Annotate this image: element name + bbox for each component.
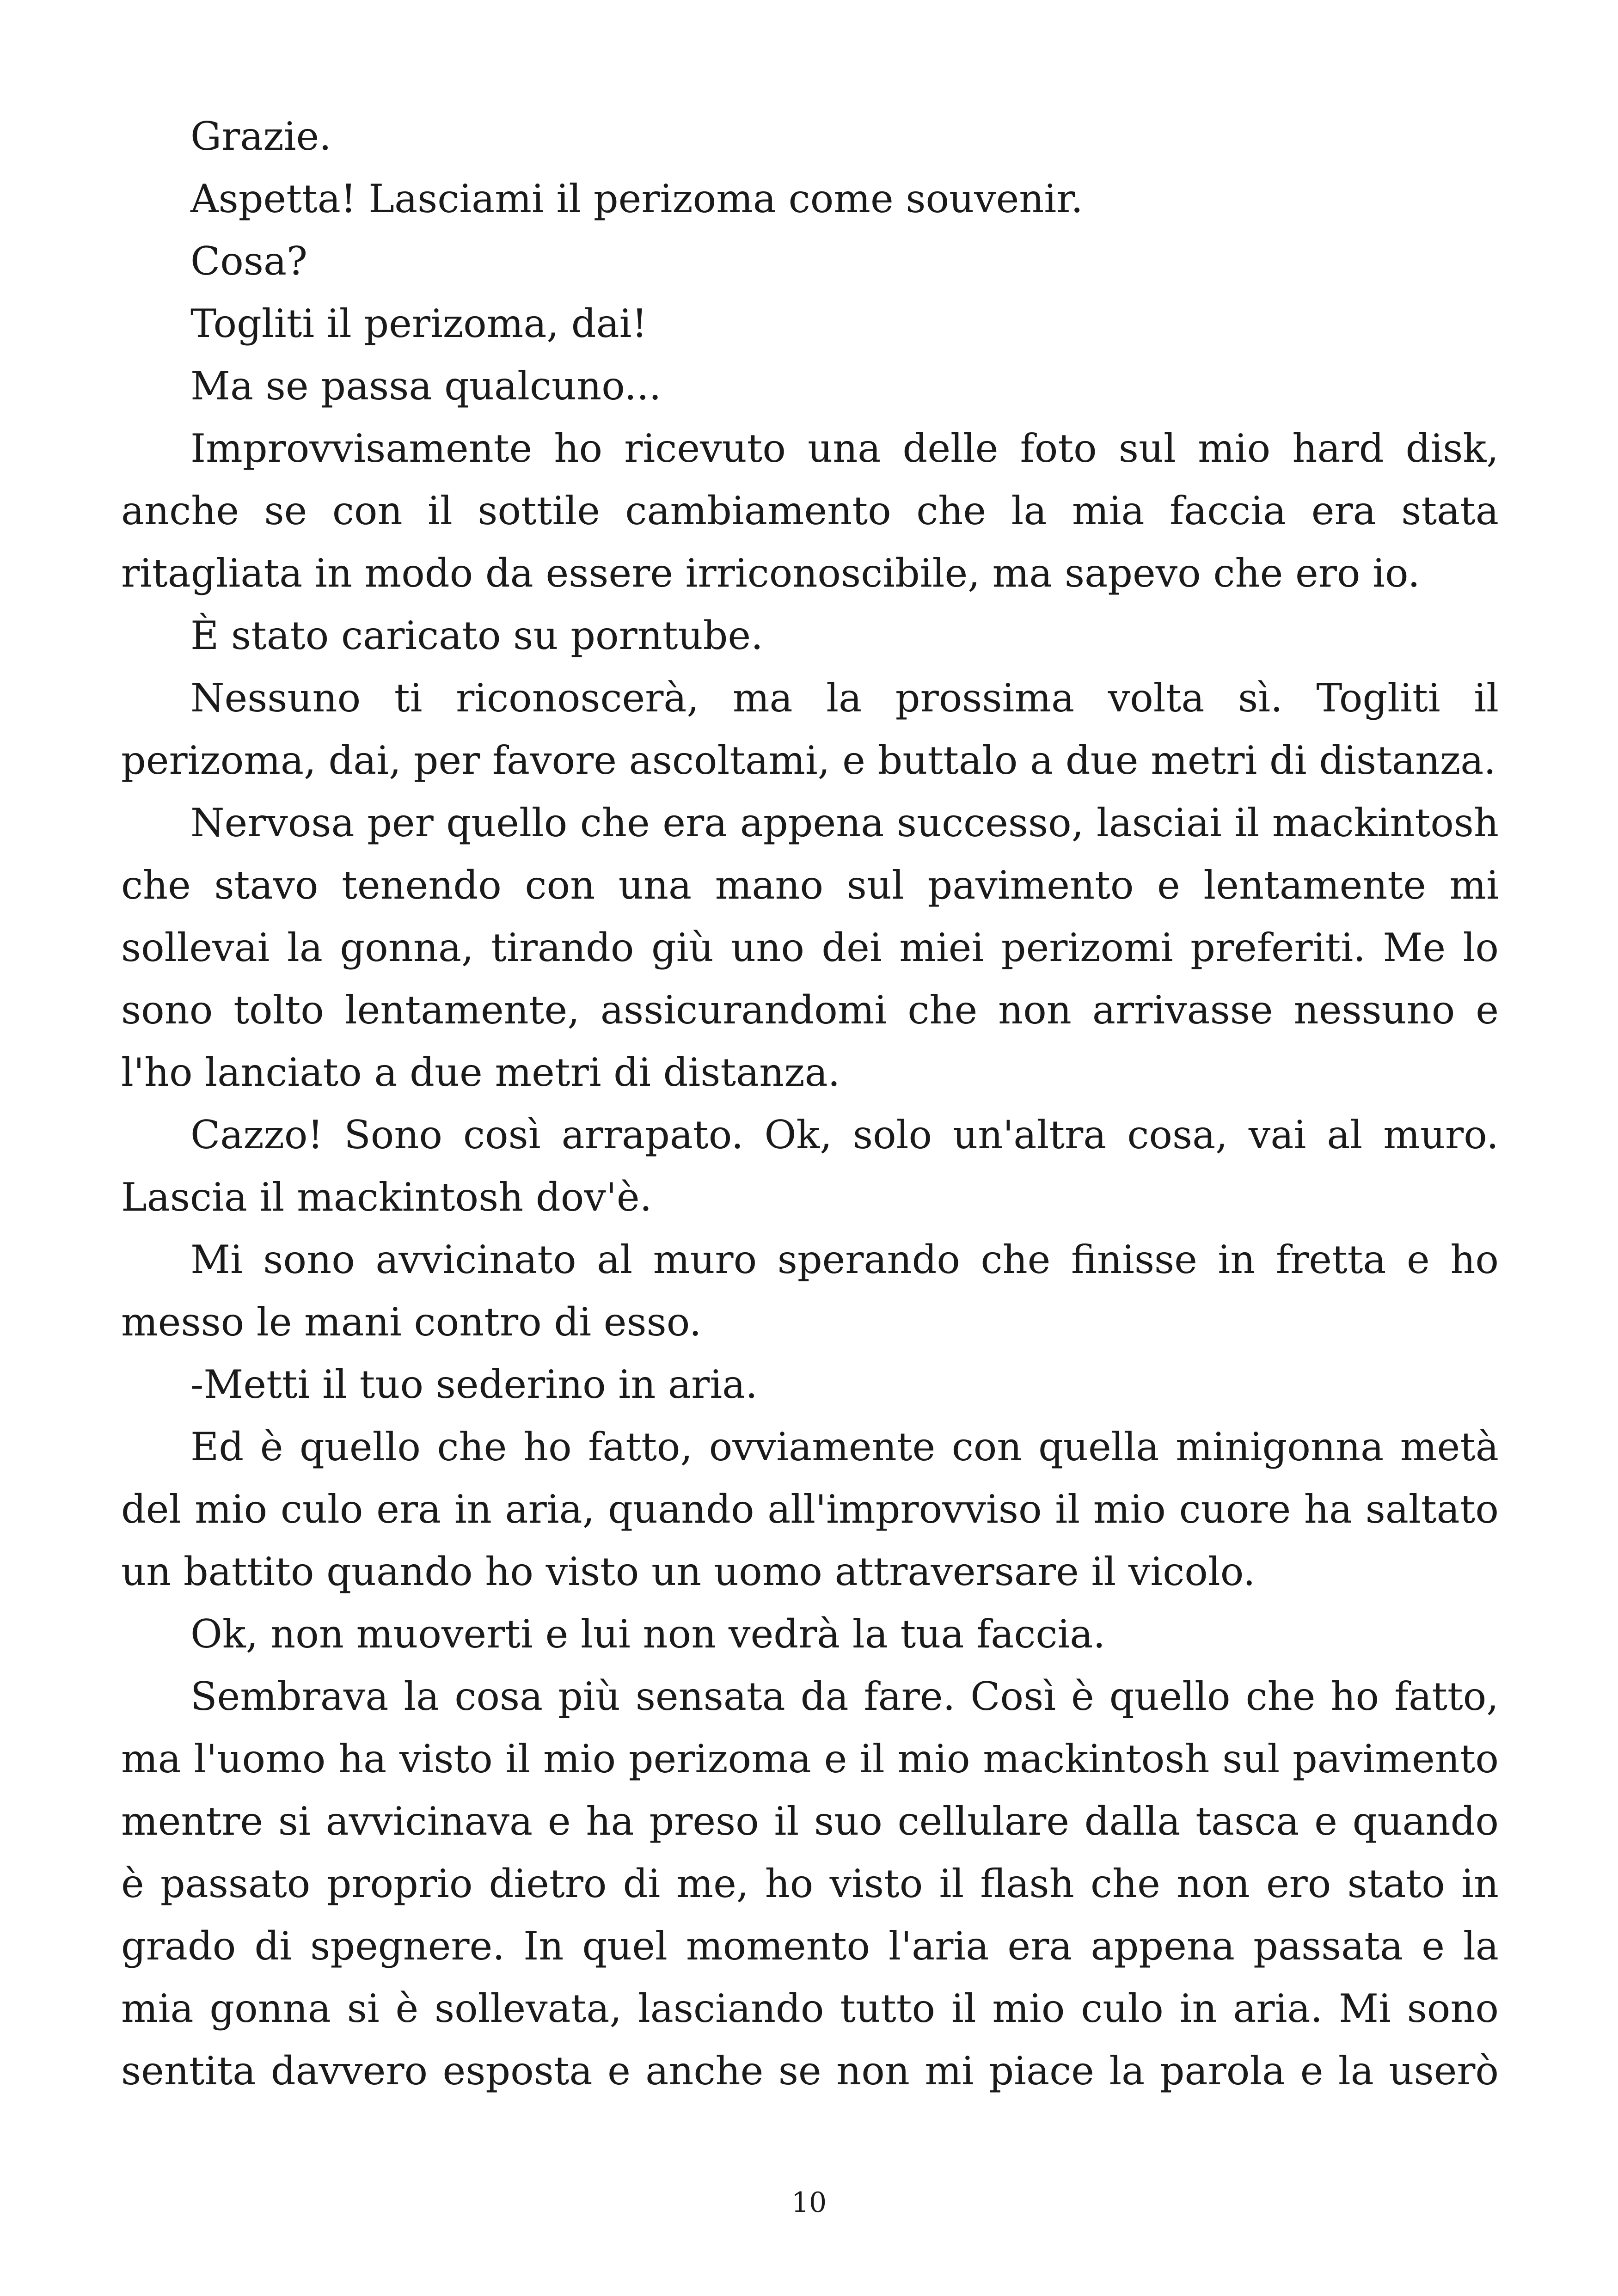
paragraph: Cosa? bbox=[190, 239, 308, 284]
paragraph: Aspetta! Lasciami il perizoma come souvenir. bbox=[190, 176, 1083, 221]
paragraph: Ma se passa qualcuno... bbox=[190, 363, 662, 409]
paragraph: Improvvisamente ho ricevuto una delle foto sul mio hard disk, anche se con il sottile cambiamento che la mia faccia era stata ritagliata in modo da essere irriconoscibile, ma sapevo che ero io. bbox=[121, 426, 1499, 596]
paragraph: È stato caricato su porntube. bbox=[190, 613, 763, 658]
paragraph: Ed è quello che ho fatto, ovviamente con quella minigonna metà del mio culo era in aria, quando all'improvviso il mio cuore ha saltato un battito quando ho visto un uomo attraversare il vicolo. bbox=[121, 1424, 1499, 1594]
paragraph-continued: Sembrava la cosa più sensata da fare. Così è quello che ho fatto, ma l'uomo ha visto il mio perizoma e il mio mackintosh sul pavimento mentre si avvicinava e ha preso il suo cellulare dalla tasca e quando è passato proprio dietro di me, ho visto il flash che non ero stato in grado di spegnere. In quel momento l'aria era appena passata e la mia gonna si è sollevata, lasciando tutto il mio culo in aria. Mi sono sentita davvero esposta e anche se non mi piace la parola e la userò bbox=[121, 1674, 1499, 2094]
paragraph: Ok, non muoverti e lui non vedrà la tua faccia. bbox=[190, 1611, 1106, 1657]
paragraph: -Metti il tuo sederino in aria. bbox=[190, 1362, 758, 1407]
body-text bbox=[121, 105, 1499, 2102]
paragraph: Mi sono avvicinato al muro sperando che finisse in fretta e ho messo le mani contro di esso. bbox=[121, 1237, 1499, 1345]
paragraph: Grazie. bbox=[190, 114, 331, 159]
paragraph: Cazzo! Sono così arrapato. Ok, solo un'altra cosa, vai al muro. Lascia il mackintosh dov'è. bbox=[121, 1112, 1499, 1220]
paragraph: Togliti il perizoma, dai! bbox=[190, 301, 648, 346]
paragraph: Nessuno ti riconoscerà, ma la prossima volta sì. Togliti il perizoma, dai, per favore ascoltami, e buttalo a due metri di distanza. bbox=[121, 675, 1499, 783]
page-number: 10 bbox=[791, 2186, 827, 2219]
paragraph: Nervosa per quello che era appena successo, lasciai il mackintosh che stavo tenendo con una mano sul pavimento e lentamente mi sollevai la gonna, tirando giù uno dei miei perizomi preferiti. Me lo sono tolto lentamente, assicurandomi che non arrivasse nessuno e l'ho lanciato a due metri di distanza. bbox=[121, 800, 1499, 1095]
